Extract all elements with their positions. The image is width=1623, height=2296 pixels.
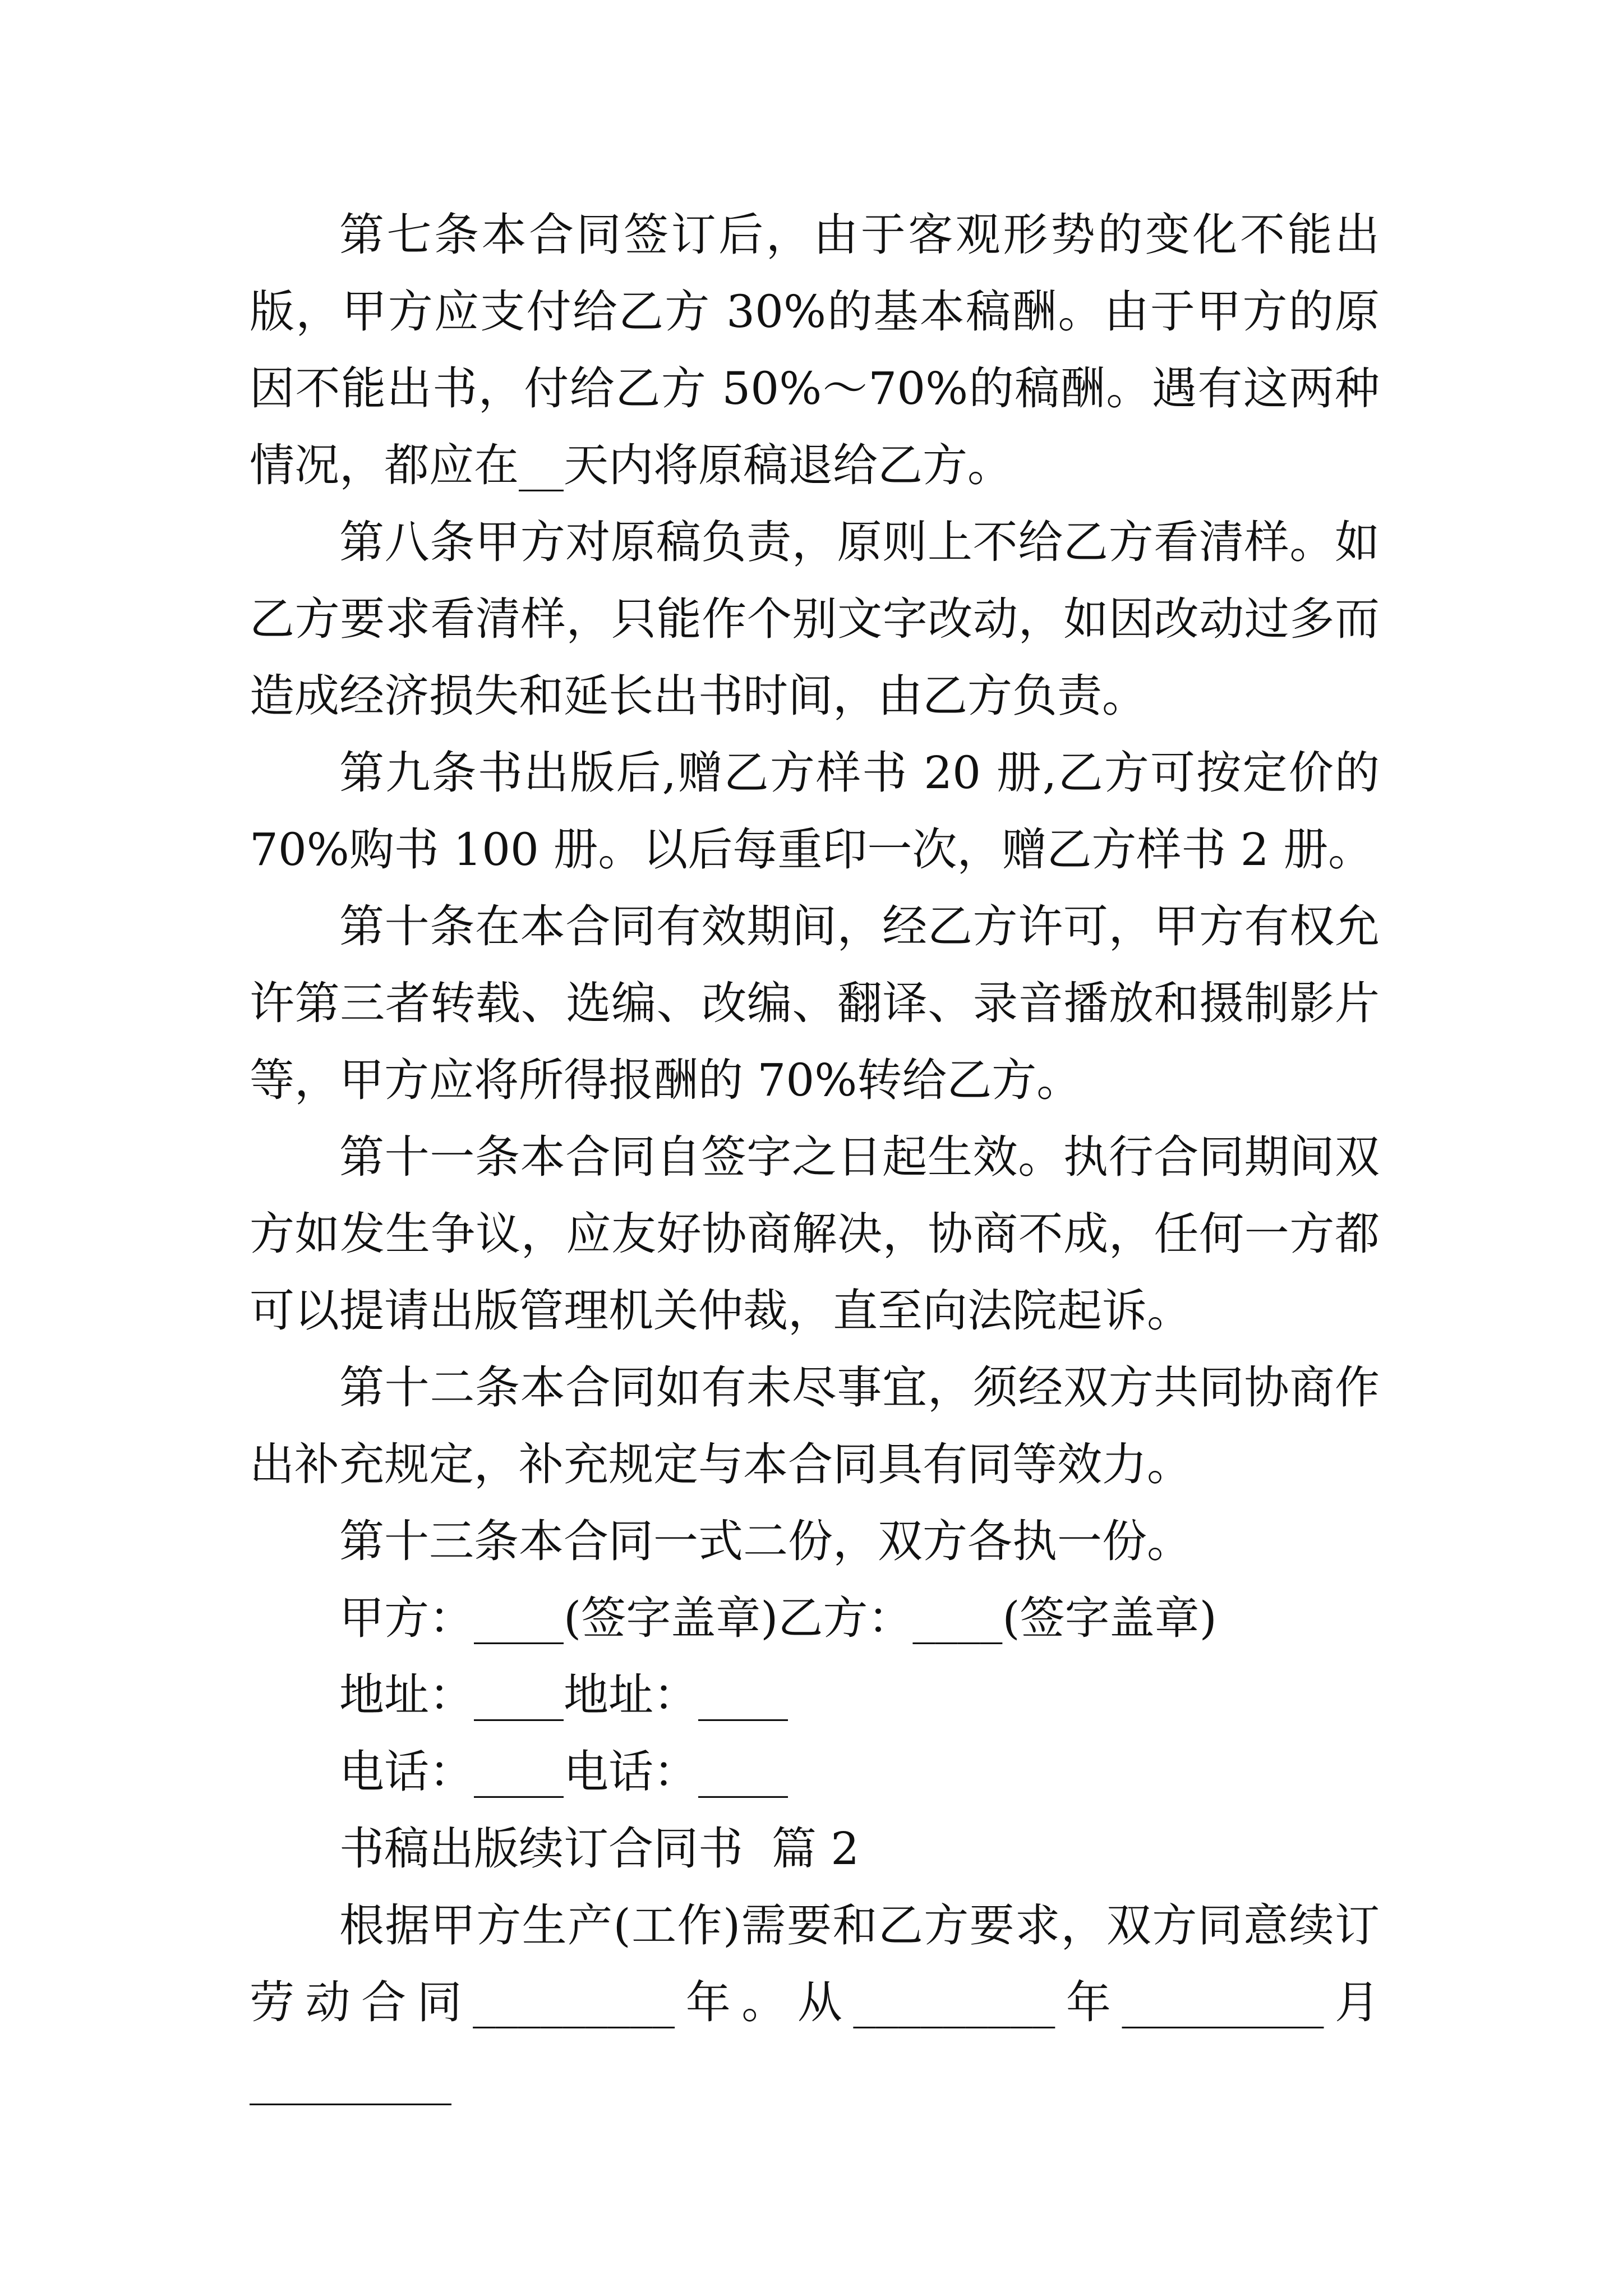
clause-11: 第十一条本合同自签字之日起生效。执行合同期间双方如发生争议，应友好协商解决，协商不成，任何一方都可以提请出版管理机关仲裁，直至向法院起诉。 bbox=[250, 1131, 1380, 1337]
clause-7: 第七条本合同签订后，由于客观形势的变化不能出版，甲方应支付给乙方 30%的基本稿酬。由于甲方的原因不能出书，付给乙方 50%～70%的稿酬。遇有这两种情况，都应在__天内将原稿退给乙方。 bbox=[250, 209, 1380, 491]
address-line: 地址：____地址：____ bbox=[339, 1669, 788, 1721]
document-body bbox=[250, 196, 1394, 2118]
clause-13: 第十三条本合同一式二份，双方各执一份。 bbox=[339, 1515, 1192, 1567]
clause-10: 第十条在本合同有效期间，经乙方许可，甲方有权允许第三者转载、选编、改编、翻译、录音播放和摄制影片等，甲方应将所得报酬的 70%转给乙方。 bbox=[250, 900, 1380, 1106]
renewal-paragraph: 根据甲方生产(工作)需要和乙方要求，双方同意续订劳动合同_________年。从_________年_________月_________ bbox=[250, 1899, 1380, 2105]
section-heading: 书稿出版续订合同书 篇 2 bbox=[339, 1823, 860, 1875]
clause-8: 第八条甲方对原稿负责，原则上不给乙方看清样。如乙方要求看清样，只能作个别文字改动，如因改动过多而造成经济损失和延长出书时间，由乙方负责。 bbox=[250, 516, 1380, 722]
signature-line: 甲方：____(签字盖章)乙方：____(签字盖章) bbox=[339, 1592, 1217, 1644]
phone-line: 电话：____电话：____ bbox=[339, 1746, 788, 1798]
clause-9: 第九条书出版后,赠乙方样书 20 册,乙方可按定价的 70%购书 100 册。以后每重印一次，赠乙方样书 2 册。 bbox=[250, 747, 1394, 876]
clause-12: 第十二条本合同如有未尽事宜，须经双方共同协商作出补充规定，补充规定与本合同具有同等效力。 bbox=[250, 1361, 1380, 1490]
